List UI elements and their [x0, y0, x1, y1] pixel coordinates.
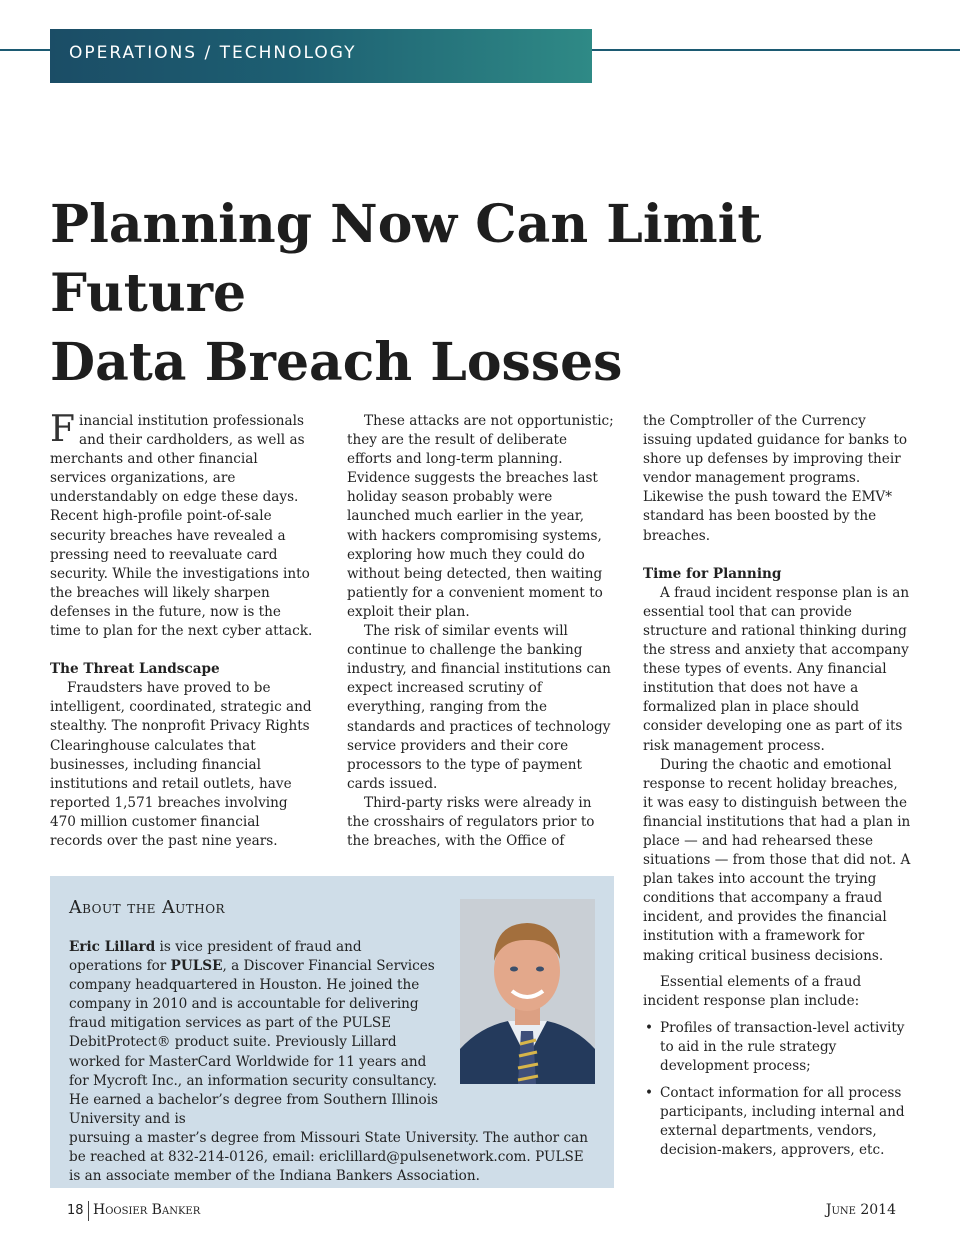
title-line-1: Planning Now Can Limit Future [50, 194, 762, 324]
column-3 [643, 412, 911, 1168]
footer-divider [88, 1201, 89, 1221]
subhead-time-for-planning: Time for Planning [643, 565, 782, 582]
publication-name: Hoosier Banker [93, 1202, 201, 1218]
paragraph: During the chaotic and emotional response to recent holiday breaches, it was easy to distinguish between the financial institutions that had a plan in place — and had rehearsed these situations — from those that did not. A plan takes into account the trying conditions that accompany a fraud incident, and provides the financial institution with a framework for making critical business decisions. [643, 756, 911, 964]
title-line-2: Data Breach Losses [50, 332, 623, 393]
subhead-threat-landscape: The Threat Landscape [50, 661, 220, 678]
paragraph: Third-party risks were already in the crosshairs of regulators prior to the breaches, with the Office of [347, 794, 595, 850]
column-2 [347, 412, 615, 851]
page-footer [50, 1201, 896, 1223]
paragraph: A fraud incident response plan is an essential tool that can provide structure and rational thinking during the stress and anxiety that accompany these types of events. Any financial institution that does not have a formalized plan in place should consider developing one as part of its risk management process. [643, 584, 910, 754]
intro-paragraph [50, 409, 315, 641]
paragraph: Essential elements of a fraud incident response plan include: [643, 973, 862, 1009]
bullet-icon: • [645, 1019, 654, 1036]
paragraph: Fraudsters have proved to be intelligent, coordinated, strategic and stealthy. The nonprofit Privacy Rights Clearinghouse calculates that businesses, including financial institutions and retail outlets, have reported 1,571 breaches involving 470 million customer financial records over the past nine years. [50, 680, 312, 849]
paragraph: the Comptroller of the Currency issuing updated guidance for banks to shore up defenses by improving their vendor management programs. Likewise the push toward the EMV* standard has been boosted by the breaches. [643, 413, 908, 544]
about-author-box [50, 876, 614, 1188]
list-item [643, 1084, 911, 1160]
paragraph: These attacks are not opportunistic; they are the result of deliberate efforts and long-term planning. Evidence suggests the breaches last holiday season probably were launched much earlier in the year, with hackers compromising systems, exploring how much they could do without being detected, then waiting patiently for a convenient moment to exploit their plan. [347, 413, 614, 620]
author-bio [69, 938, 597, 1186]
list-item-text: Profiles of transaction-level activity to aid in the rule strategy development process; [660, 1019, 905, 1074]
bullet-icon: • [645, 1085, 654, 1102]
author-bio-wrapped: Eric Lillard is vice president of fraud and operations for PULSE, a Discover Financial Services company headquartered in Houston. He joined the company in 2010 and is accountable for delivering fraud mitigation services as part of the PULSE DebitProtect® product suite. Previously Lillard worked for MasterCard Worldwide for 11 years and for Mycroft Inc., an information security consultancy. He earned a bachelor’s degree from Southern Illinois University and is [69, 939, 439, 1127]
list-item [643, 1019, 911, 1076]
company-name: PULSE [170, 958, 223, 975]
section-label: OPERATIONS / TECHNOLOGY [69, 43, 357, 63]
author-name: Eric Lillard [69, 939, 156, 955]
intro-text: inancial institution professionals and their cardholders, as well as merchants and other financial services organizations, are understandably on edge these days. Recent high-profile point-of-sale security breaches have revealed a pressing need to reevaluate card security. While the investigations into the breaches will likely sharpen defenses in the future, now is the time to plan for the next cyber attack. [50, 413, 313, 640]
section-banner [50, 29, 592, 83]
about-author-heading: About the Author [69, 898, 226, 918]
plan-elements-list [643, 1019, 911, 1161]
author-bio-tail: pursuing a master’s degree from Missouri State University. The author can be reached at 832-214-0126, email: ericlillard@pulsenetwork.com. PULSE is an associate member of the Indiana Bankers Association. [69, 1129, 588, 1185]
page-number: 18 [67, 1203, 84, 1218]
paragraph: The risk of similar events will continue to challenge the banking industry, and financial institutions can expect increased scrutiny of everything, ranging from the standards and practices of technology service providers and their core processors to the type of payment cards issued. [347, 623, 611, 792]
article-title [50, 190, 930, 397]
issue-date: June 2014 [825, 1202, 896, 1218]
list-item-text: Contact information for all process participants, including internal and external departments, vendors, decision-makers, approvers, etc. [660, 1085, 905, 1159]
column-1 [50, 409, 315, 851]
drop-cap: F [50, 409, 75, 450]
